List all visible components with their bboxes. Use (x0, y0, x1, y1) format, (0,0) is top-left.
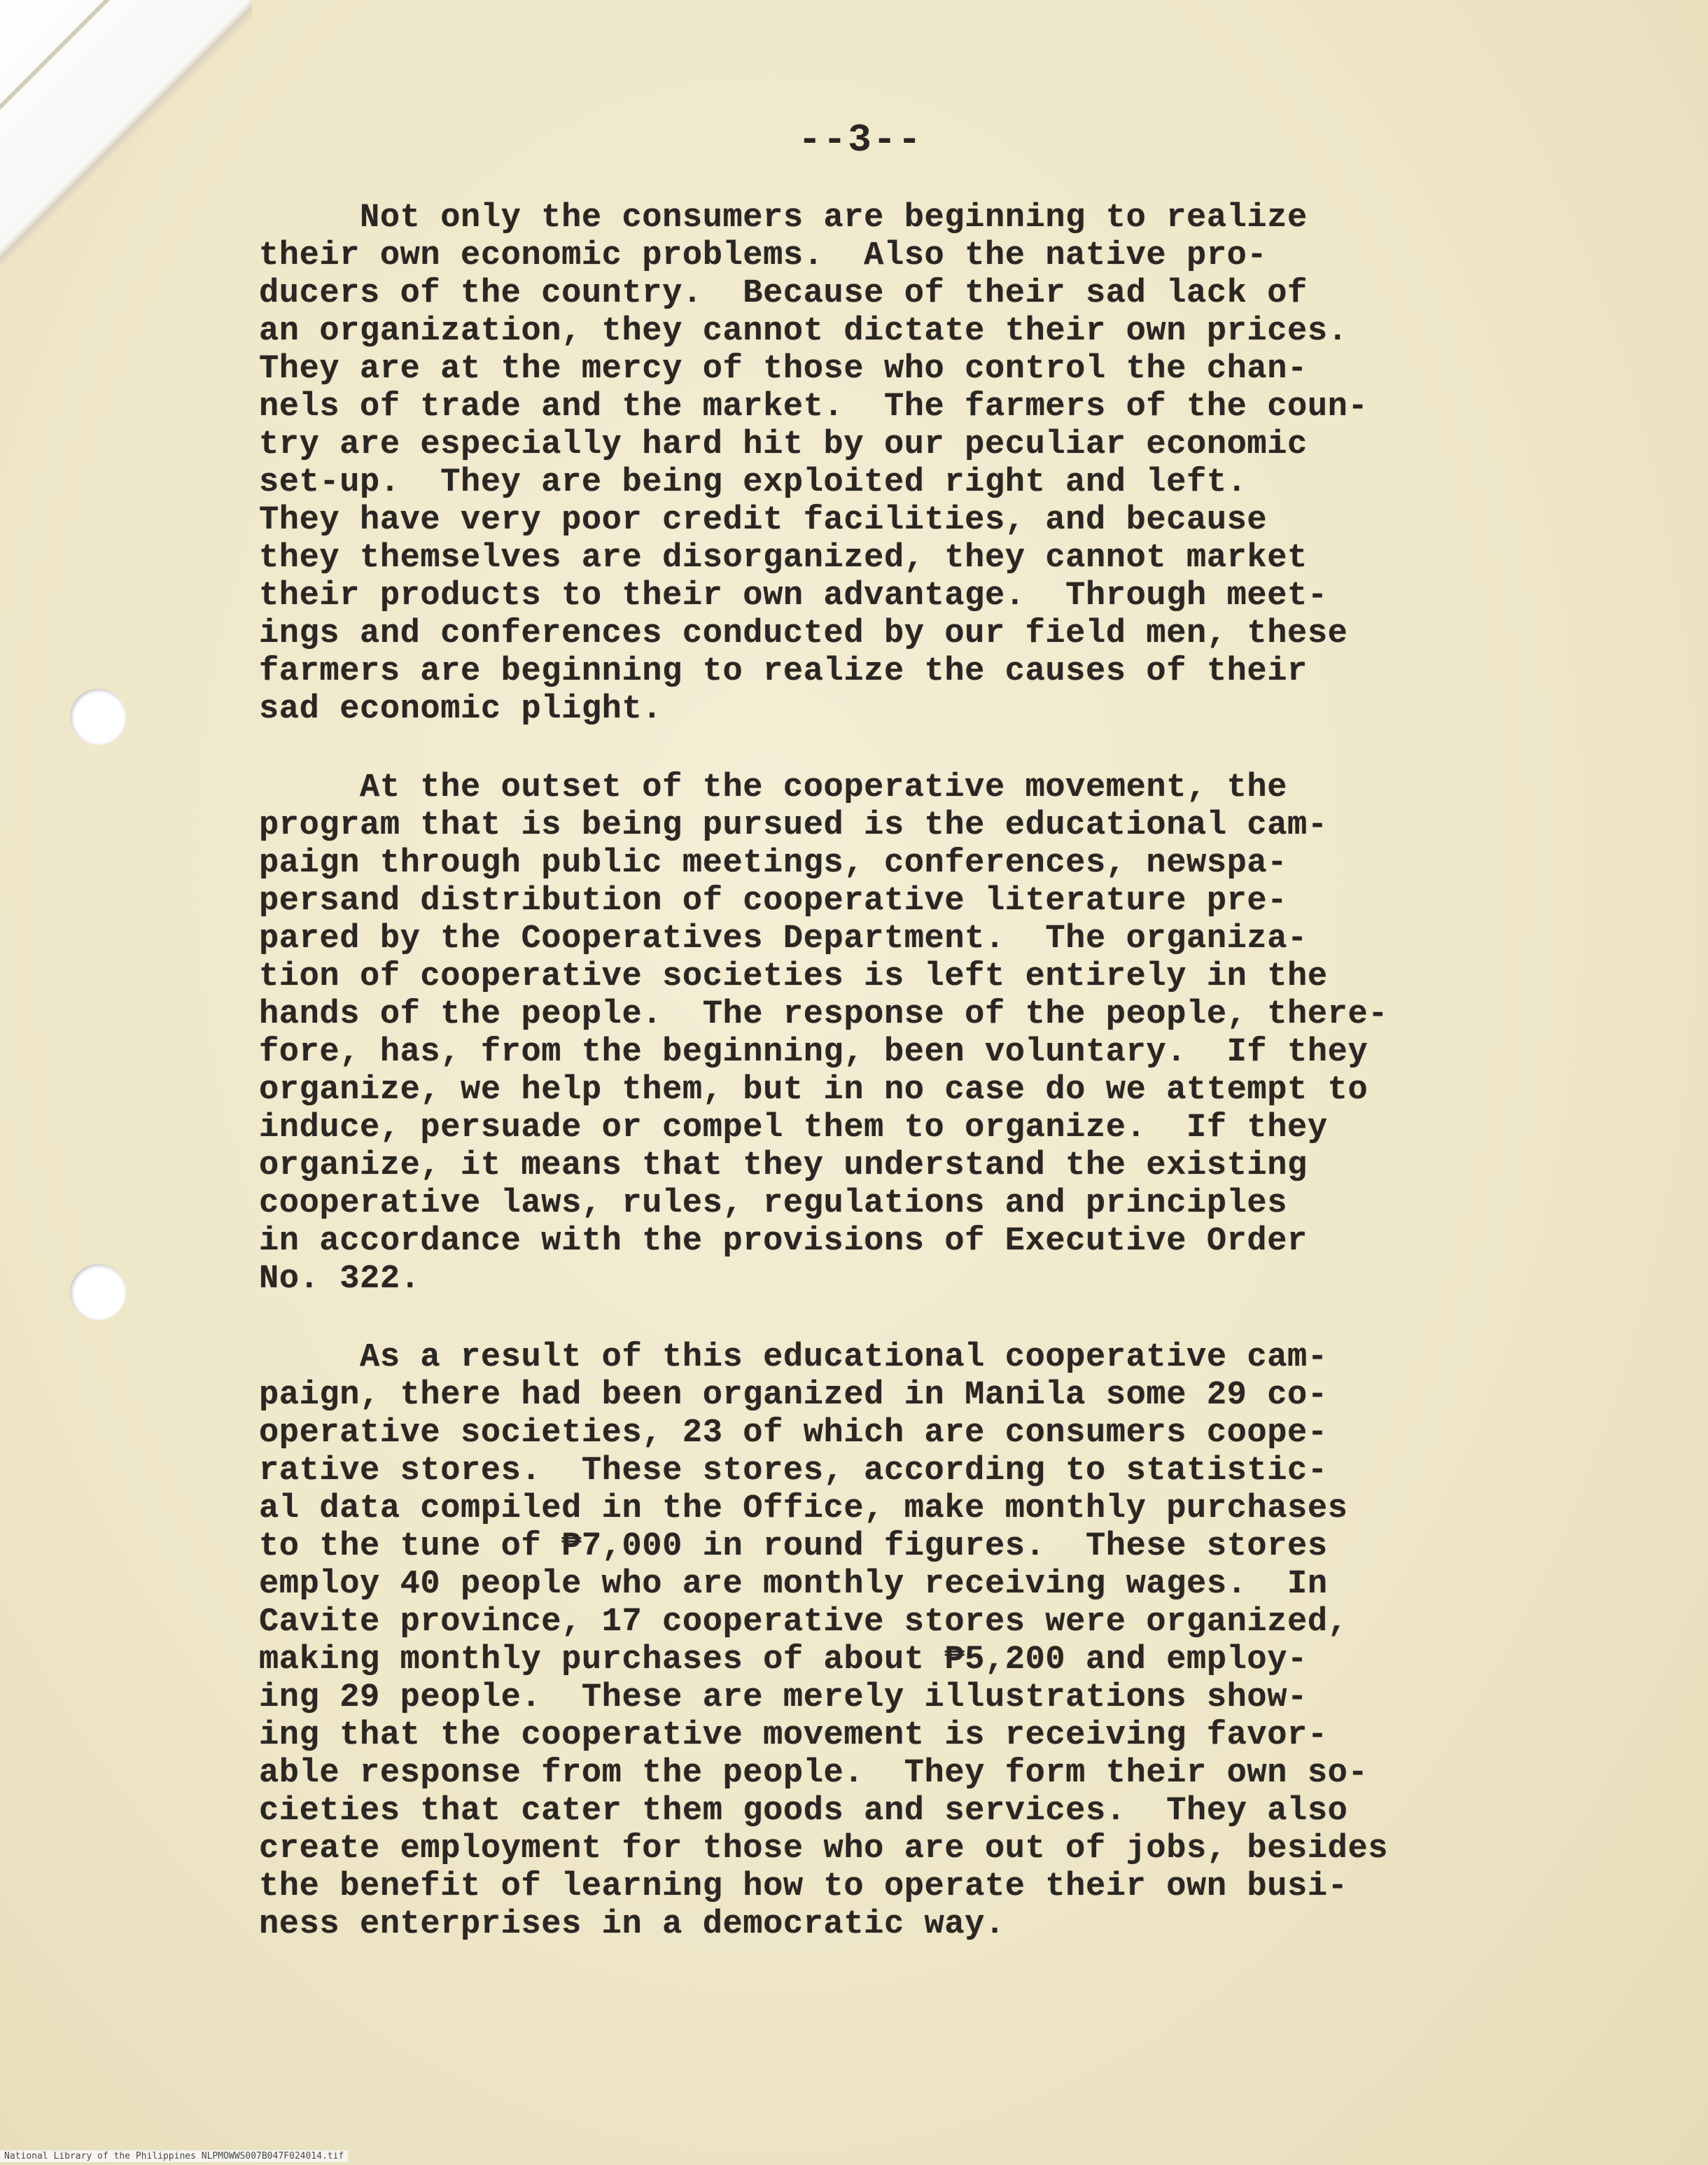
text-line: try are especially hard hit by our peculiar economic (259, 426, 1308, 463)
page-number: --3-- (798, 118, 923, 162)
text-line: rative stores. These stores, according to statistic- (259, 1452, 1328, 1490)
text-line: ings and conferences conducted by our field men, these (259, 615, 1348, 652)
archive-caption: National Library of the Philippines NLPMOWWS007B047F024014.tif (0, 2150, 348, 2162)
text-line: the benefit of learning how to operate their own busi- (259, 1868, 1348, 1905)
document-body (259, 199, 1463, 1984)
text-line: cooperative laws, rules, regulations and principles (259, 1185, 1288, 1222)
text-line: ing that the cooperative movement is receiving favor- (259, 1717, 1328, 1754)
text-line: their products to their own advantage. Through meet- (259, 577, 1328, 615)
text-line: No. 322. (259, 1261, 421, 1298)
text-line: ness enterprises in a democratic way. (259, 1906, 1005, 1943)
text-line: They are at the mercy of those who control the chan- (259, 351, 1308, 388)
folded-corner (0, 0, 252, 266)
text-line: operative societies, 23 of which are consumers coope- (259, 1415, 1328, 1452)
text-line: At the outset of the cooperative movement, the (259, 769, 1288, 806)
text-line: Not only the consumers are beginning to realize (259, 199, 1308, 237)
text-line: paign, there had been organized in Manila some 29 co- (259, 1377, 1328, 1414)
text-line: ing 29 people. These are merely illustrations show- (259, 1679, 1308, 1716)
text-line: program that is being pursued is the educational cam- (259, 807, 1328, 844)
text-line: organize, we help them, but in no case do we attempt to (259, 1072, 1368, 1109)
text-line: their own economic problems. Also the native pro- (259, 237, 1268, 274)
text-line: set-up. They are being exploited right and left. (259, 464, 1247, 501)
text-line: tion of cooperative societies is left entirely in the (259, 958, 1328, 995)
text-line: persand distribution of cooperative literature pre- (259, 883, 1288, 920)
text-line: pared by the Cooperatives Department. The organiza- (259, 920, 1308, 958)
text-line: They have very poor credit facilities, and because (259, 502, 1268, 539)
text-line: an organization, they cannot dictate their own prices. (259, 313, 1348, 350)
paragraph-campaign-results (259, 1339, 1463, 1944)
punch-hole-bottom (70, 1264, 126, 1320)
text-line: farmers are beginning to realize the causes of their (259, 653, 1308, 690)
punch-hole-top (70, 689, 126, 745)
text-line: organize, it means that they understand the existing (259, 1147, 1308, 1184)
text-line: in accordance with the provisions of Executive Order (259, 1223, 1308, 1260)
text-line: paign through public meetings, conferences, newspa- (259, 845, 1288, 882)
text-line: fore, has, from the beginning, been voluntary. If they (259, 1034, 1368, 1071)
text-line: able response from the people. They form their own so- (259, 1755, 1368, 1792)
paragraph-consumers-producers (259, 199, 1463, 729)
text-line: cieties that cater them goods and services. They also (259, 1793, 1348, 1830)
text-line: al data compiled in the Office, make monthly purchases (259, 1490, 1348, 1527)
text-line: As a result of this educational cooperative cam- (259, 1339, 1328, 1376)
text-line: employ 40 people who are monthly receiving wages. In (259, 1566, 1328, 1603)
text-line: making monthly purchases of about ₱5,200 and employ- (259, 1641, 1308, 1679)
text-line: to the tune of ₱7,000 in round figures. These stores (259, 1528, 1328, 1565)
text-line: nels of trade and the market. The farmers of the coun- (259, 388, 1368, 426)
text-line: sad economic plight. (259, 691, 663, 728)
text-line: ducers of the country. Because of their sad lack of (259, 275, 1308, 312)
text-line: hands of the people. The response of the people, there- (259, 996, 1389, 1033)
text-line: they themselves are disorganized, they cannot market (259, 540, 1308, 577)
text-line: induce, persuade or compel them to organize. If they (259, 1109, 1328, 1147)
text-line: Cavite province, 17 cooperative stores were organized, (259, 1604, 1348, 1641)
text-line: create employment for those who are out of jobs, besides (259, 1830, 1389, 1868)
paragraph-cooperative-movement (259, 769, 1463, 1298)
